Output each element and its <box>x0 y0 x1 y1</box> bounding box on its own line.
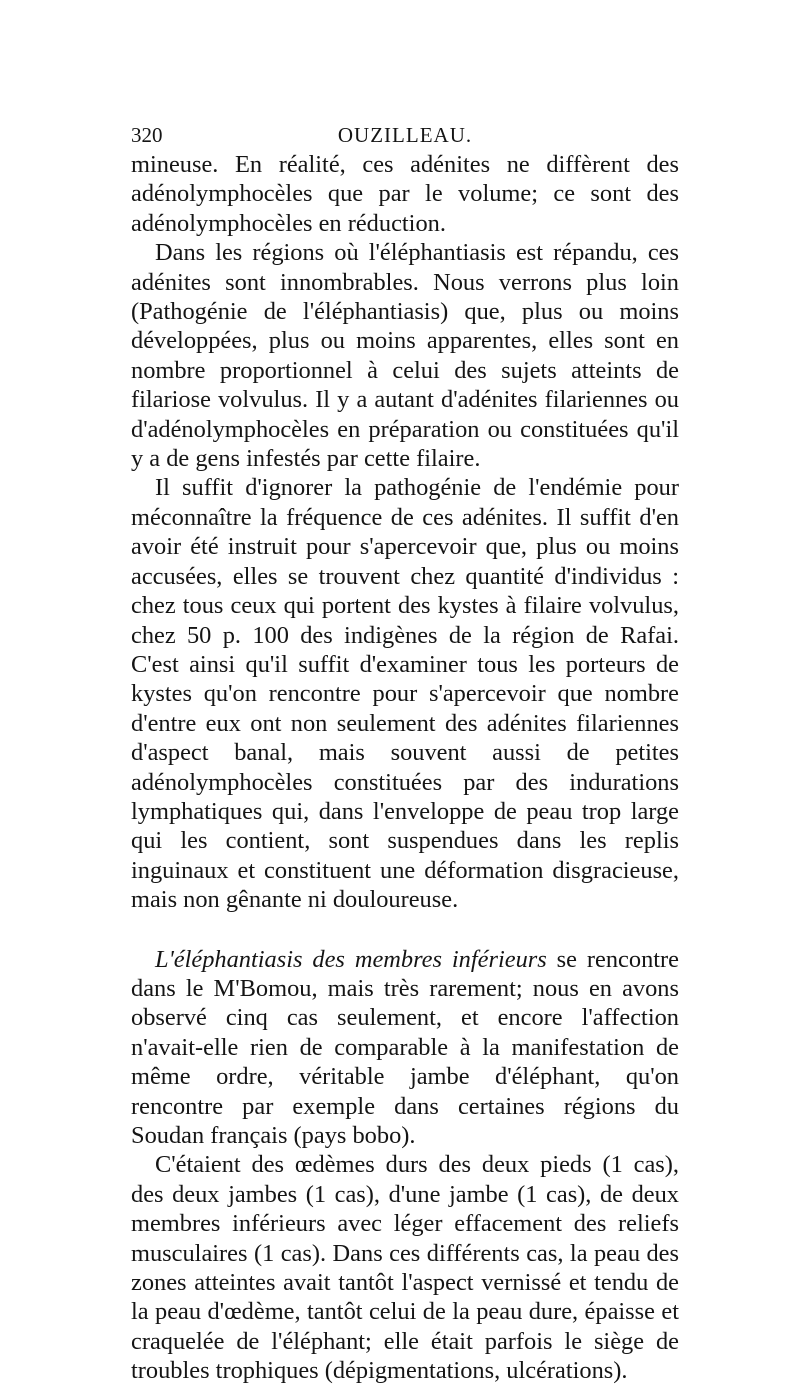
paragraph-oedemes: C'étaient des œdèmes durs des deux pieds (1 cas), des deux jambes (1 cas), d'une jambe (1 cas), de deux membres inférieurs avec léger effacement des reliefs musculaires (1 cas). Dans ces différents cas, la peau des zones atteintes avait tantôt l'aspect vernissé et tendu de la peau d'œdème, tantôt celui de la peau dure, épaisse et craquelée de l'éléphant; elle était parfois le siège de troubles trophiques (dépigmentations, ulcérations). <box>131 1151 679 1385</box>
page-header <box>131 122 679 148</box>
page-body <box>131 150 679 1386</box>
paragraph-pathogenie: Il suffit d'ignorer la pathogénie de l'endémie pour méconnaître la fréquence de ces adénites. Il suffit d'en avoir été instruit pour s'apercevoir que, plus ou moins accusées, elles se trouvent chez quantité d'individus : chez tous ceux qui portent des kystes à filaire volvulus, chez 50 p. 100 des indigènes de la région de Rafai. C'est ainsi qu'il suffit d'examiner tous les porteurs de kystes qu'on rencontre pour s'apercevoir que nombre d'entre eux ont non seulement des adénites filariennes d'aspect banal, mais souvent aussi de petites adénolymphocèles constituées par des indurations lymphatiques qui, dans l'enveloppe de peau trop large qui les contient, sont suspendues dans les replis inguinaux et constituent une déformation disgracieuse, mais non gênante ni douloureuse. <box>131 474 679 914</box>
paragraph-adenites-regions: Dans les régions où l'éléphantiasis est répandu, ces adénites sont innombrables. Nous verrons plus loin (Pathogénie de l'éléphantiasis) que, plus ou moins développées, plus ou moins apparentes, elles sont en nombre proportionnel à celui des sujets atteints de filariose volvulus. Il y a autant d'adénites filariennes ou d'adénolymphocèles en préparation ou constituées qu'il y a de gens infestés par cette filaire. <box>131 239 679 473</box>
emphasis-elephantiasis-membres: L'éléphantiasis des membres inférieurs <box>155 945 547 973</box>
paragraph-elephantiasis-membres <box>131 945 679 1151</box>
paragraph-continuation: mineuse. En réalité, ces adénites ne diffèrent des adénolymphocèles que par le volume; ce sont des adénolymphocèles en réduction. <box>131 151 679 237</box>
page-number: 320 <box>131 123 163 147</box>
running-head: OUZILLEAU. <box>337 123 473 147</box>
paragraph-elephantiasis-membres-text: se rencontre dans le M'Bomou, mais très rarement; nous en avons observé cinq cas seulement, et encore l'affection n'avait-elle rien de comparable à la manifestation de même ordre, véritable jambe d'éléphant, qu'on rencontre par exemple dans certaines régions du Soudan français (pays bobo). <box>131 945 679 1149</box>
